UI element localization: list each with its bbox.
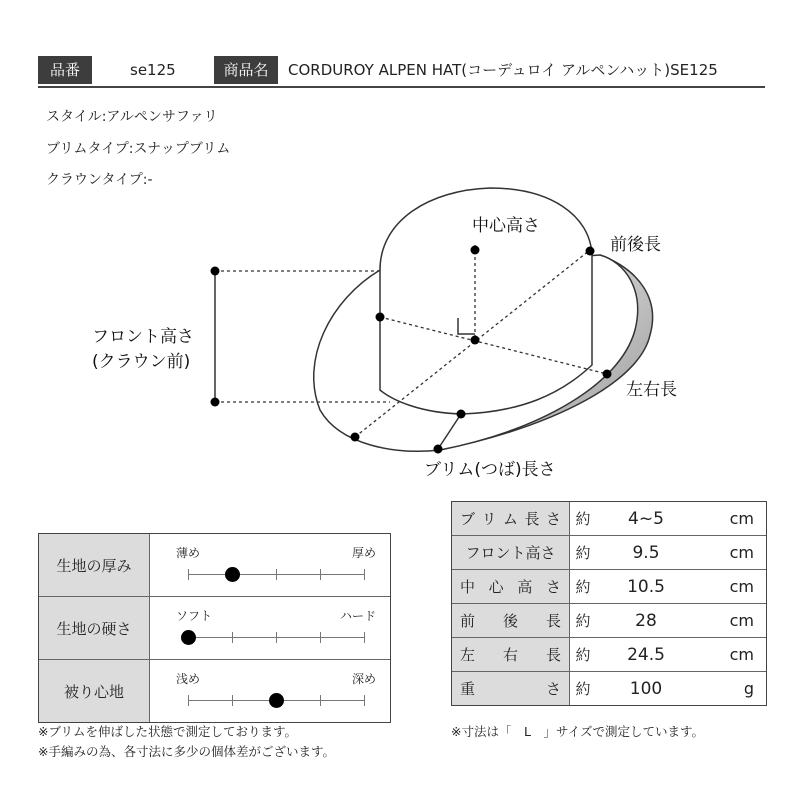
about-mark: 約 bbox=[575, 680, 591, 698]
measurement-label: 中 心 高 さ bbox=[452, 570, 570, 603]
scale-tick bbox=[188, 695, 189, 706]
fabric-row-fit bbox=[39, 659, 390, 722]
measurement-value: 24.5 bbox=[627, 644, 665, 665]
scale-thickness bbox=[150, 534, 390, 596]
measurement-unit: g bbox=[743, 679, 754, 698]
item-no-label: 品番 bbox=[38, 56, 92, 84]
measurement-unit: cm bbox=[729, 509, 754, 528]
scale-low-label: 薄め bbox=[176, 546, 201, 560]
label-left-right: 左右長 bbox=[626, 380, 677, 400]
measurement-label: フロント高さ bbox=[452, 536, 570, 569]
fabric-row-thickness bbox=[39, 534, 390, 596]
scale-tick bbox=[364, 695, 365, 706]
measurement-value: 28 bbox=[635, 610, 657, 631]
label-front-back: 前後長 bbox=[610, 235, 661, 255]
scale-hardness bbox=[150, 597, 390, 659]
scale-tick bbox=[276, 569, 277, 580]
measurement-value: 9.5 bbox=[632, 542, 660, 563]
measurement-label: 左 右 長 bbox=[452, 638, 570, 671]
measurement-label: 前 後 長 bbox=[452, 604, 570, 637]
measurement-row bbox=[452, 535, 766, 569]
scale-marker bbox=[269, 693, 284, 708]
scale-tick bbox=[320, 632, 321, 643]
label-front-height: フロント高さ bbox=[92, 327, 194, 347]
scale-tick bbox=[276, 632, 277, 643]
measurement-row bbox=[452, 502, 766, 535]
measurement-value: 4~5 bbox=[628, 508, 664, 529]
measurement-row bbox=[452, 603, 766, 637]
measurement-label: ブ リ ム 長 さ bbox=[452, 502, 570, 535]
scale-low-label: 浅め bbox=[176, 672, 201, 686]
note-brim: ※ブリムを伸ばした状態で測定しております。 bbox=[38, 724, 297, 739]
fabric-scale-table bbox=[38, 533, 391, 723]
scale-high-label: 厚め bbox=[351, 546, 376, 560]
scale-fit bbox=[150, 660, 390, 722]
fabric-label: 生地の厚み bbox=[39, 534, 150, 596]
measurement-unit: cm bbox=[729, 645, 754, 664]
product-name: CORDUROY ALPEN HAT(コーデュロイ アルペンハット)SE125 bbox=[288, 61, 718, 79]
scale-tick bbox=[364, 569, 365, 580]
label-brim-length: ブリム(つば)長さ bbox=[424, 460, 556, 480]
scale-marker bbox=[225, 567, 240, 582]
label-center-height: 中心高さ bbox=[472, 216, 540, 236]
measurement-unit: cm bbox=[729, 543, 754, 562]
about-mark: 約 bbox=[575, 646, 591, 664]
measurement-row bbox=[452, 671, 766, 705]
note-handmade: ※手編みの為、各寸法に多少の個体差がございます。 bbox=[38, 744, 335, 759]
spec-brim-type: ブリムタイプ:スナップブリム bbox=[46, 141, 231, 157]
measurement-row bbox=[452, 569, 766, 603]
scale-tick bbox=[232, 695, 233, 706]
measurement-value: 100 bbox=[629, 678, 663, 699]
about-mark: 約 bbox=[575, 510, 591, 528]
scale-tick bbox=[320, 569, 321, 580]
scale-low-label: ソフト bbox=[176, 609, 213, 623]
scale-tick bbox=[320, 695, 321, 706]
scale-high-label: ハード bbox=[339, 609, 376, 623]
fabric-row-hardness bbox=[39, 596, 390, 659]
spec-crown-type: クラウンタイプ:- bbox=[46, 172, 153, 188]
measurement-value: 10.5 bbox=[627, 576, 665, 597]
measurement-unit: cm bbox=[729, 577, 754, 596]
note-size: ※寸法は「 L 」サイズで測定しています。 bbox=[451, 724, 704, 739]
about-mark: 約 bbox=[575, 578, 591, 596]
label-front-height-sub: (クラウン前) bbox=[92, 352, 191, 372]
scale-tick bbox=[188, 569, 189, 580]
about-mark: 約 bbox=[575, 612, 591, 630]
measurement-unit: cm bbox=[729, 611, 754, 630]
fabric-label: 被り心地 bbox=[39, 660, 150, 722]
scale-tick bbox=[232, 632, 233, 643]
measurement-table bbox=[451, 501, 767, 706]
spec-style: スタイル:アルペンサファリ bbox=[46, 109, 218, 125]
fabric-label: 生地の硬さ bbox=[39, 597, 150, 659]
about-mark: 約 bbox=[575, 544, 591, 562]
product-name-label: 商品名 bbox=[214, 56, 278, 84]
measurement-row bbox=[452, 637, 766, 671]
measurement-label: 重 さ bbox=[452, 672, 570, 705]
scale-tick bbox=[364, 632, 365, 643]
item-no: se125 bbox=[130, 61, 176, 79]
scale-high-label: 深め bbox=[351, 672, 376, 686]
scale-marker bbox=[181, 630, 196, 645]
